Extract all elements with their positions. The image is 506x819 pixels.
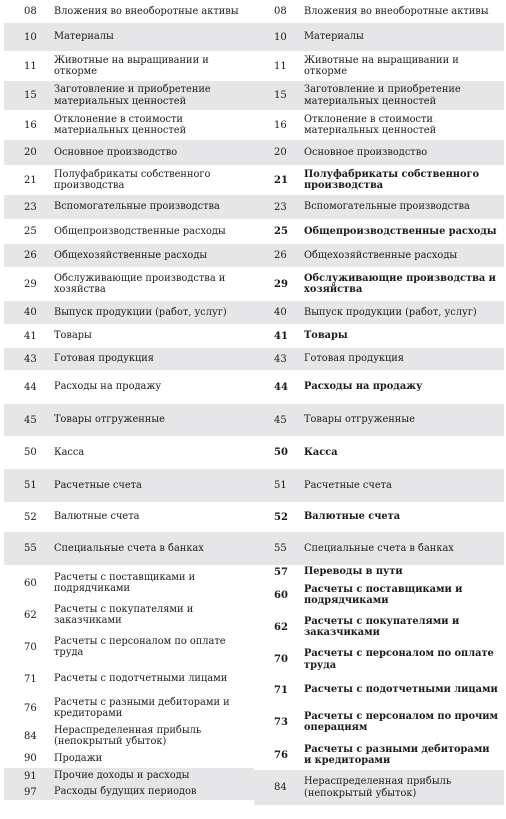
account-code: 23	[24, 201, 37, 213]
account-name: Расчеты с разными дебиторами и кредиторами	[54, 696, 230, 719]
left-table-row	[4, 436, 254, 469]
right-table-row	[254, 267, 504, 301]
account-code: 73	[274, 716, 288, 728]
account-code: 60	[274, 589, 288, 601]
account-name: Продажи	[54, 752, 103, 764]
account-code: 44	[24, 381, 37, 393]
right-table-row	[254, 643, 504, 676]
right-table-row	[254, 219, 504, 244]
account-code: 43	[24, 353, 37, 365]
left-table-row	[4, 165, 254, 195]
account-code: 50	[274, 447, 288, 458]
account-name: Расходы на продажу	[304, 381, 423, 393]
account-name: Расходы на продажу	[54, 381, 162, 393]
left-table-row	[4, 301, 254, 324]
left-table-row	[4, 370, 254, 404]
account-name: Выпуск продукции (работ, услуг)	[54, 306, 227, 318]
left-table-row	[4, 469, 254, 502]
account-name: Общепроизводственные расходы	[304, 225, 497, 237]
left-table-row	[4, 195, 254, 219]
right-table-row	[254, 81, 504, 110]
account-name: Расчетные счета	[54, 479, 142, 491]
account-code: 20	[24, 147, 37, 158]
account-code: 25	[274, 226, 288, 237]
account-name: Выпуск продукции (работ, услуг)	[304, 306, 477, 318]
account-code: 29	[274, 278, 288, 290]
right-table-row	[254, 348, 504, 370]
account-code: 52	[274, 511, 288, 523]
account-code: 62	[24, 609, 37, 621]
account-name: Специальные счета в банках	[304, 542, 454, 554]
account-code: 84	[274, 782, 287, 793]
account-name: Расчеты с поставщиками и подрядчиками	[304, 583, 463, 606]
right-table-row	[254, 0, 504, 23]
account-code: 26	[24, 250, 37, 261]
account-code: 91	[24, 770, 37, 782]
left-table-row	[4, 267, 254, 301]
right-table-row	[254, 51, 504, 81]
account-code: 62	[274, 621, 288, 633]
account-name: Отклонение в стоимости материальных ценностей	[54, 113, 187, 136]
account-name: Материалы	[54, 31, 114, 43]
right-table-row	[254, 324, 504, 348]
account-code: 76	[274, 749, 288, 761]
account-name: Касса	[304, 446, 338, 458]
left-table-row	[4, 723, 254, 749]
account-name: Заготовление и приобретение материальных ценностей	[304, 84, 461, 107]
account-code: 51	[24, 480, 37, 491]
left-table-row	[4, 0, 254, 23]
right-table-row	[254, 301, 504, 324]
account-name: Вложения во внеоборотные активы	[54, 5, 239, 17]
account-code: 26	[274, 250, 287, 261]
account-code: 60	[24, 577, 37, 589]
right-table-row	[254, 404, 504, 436]
account-name: Общехозяйственные расходы	[304, 249, 458, 261]
right-table-row	[254, 770, 504, 805]
account-code: 44	[274, 381, 288, 393]
account-name: Расчеты с персоналом по оплате труда	[54, 635, 226, 658]
account-code: 50	[24, 447, 37, 458]
account-name: Готовая продукция	[54, 353, 154, 365]
account-name: Готовая продукция	[304, 353, 404, 365]
account-code: 70	[24, 641, 37, 653]
right-table-row	[254, 579, 504, 611]
account-code: 52	[24, 511, 37, 523]
left-table-row	[4, 665, 254, 693]
account-code: 40	[274, 307, 287, 318]
account-name: Расчеты с разными дебиторами и кредиторами	[304, 743, 490, 766]
right-table-row	[254, 370, 504, 404]
account-name: Товары	[54, 330, 92, 342]
account-name: Нераспределенная прибыль (непокрытый убыток)	[304, 776, 452, 799]
account-code: 41	[24, 330, 37, 342]
account-code: 10	[24, 31, 37, 43]
account-name: Обслуживающие производства и хозяйства	[54, 272, 226, 295]
right-table-row	[254, 532, 504, 565]
left-table-row	[4, 532, 254, 565]
account-code: 20	[274, 147, 287, 158]
account-code: 23	[274, 201, 287, 213]
account-code: 08	[274, 6, 287, 17]
account-code: 16	[274, 119, 287, 131]
account-name: Отклонение в стоимости материальных ценностей	[304, 113, 437, 136]
account-name: Товары	[304, 330, 348, 342]
account-code: 45	[24, 414, 37, 426]
right-table-row	[254, 611, 504, 643]
account-name: Товары отгруженные	[54, 414, 165, 426]
account-name: Вложения во внеоборотные активы	[304, 5, 489, 17]
account-code: 55	[274, 543, 287, 554]
account-name: Полуфабрикаты собственного производства	[304, 168, 480, 191]
account-code: 84	[24, 730, 37, 742]
right-table-row	[254, 244, 504, 267]
left-table-row	[4, 140, 254, 165]
account-code: 15	[24, 90, 37, 101]
account-name: Специальные счета в банках	[54, 542, 204, 554]
account-name: Полуфабрикаты собственного производства	[54, 168, 211, 191]
left-table-row	[4, 23, 254, 51]
left-table-row	[4, 749, 254, 768]
account-name: Основное производство	[54, 146, 178, 158]
account-name: Расчетные счета	[304, 479, 392, 491]
account-name: Вспомогательные производства	[54, 201, 220, 213]
right-table-row	[254, 704, 504, 740]
account-code: 15	[274, 90, 287, 101]
right-table-row	[254, 23, 504, 51]
left-table-row	[4, 219, 254, 244]
account-name: Животные на выращивании и откорме	[54, 54, 209, 77]
account-name: Общепроизводственные расходы	[54, 225, 226, 237]
left-table-row	[4, 244, 254, 267]
account-name: Переводы в пути	[304, 566, 403, 578]
account-name: Расчеты с покупателями и заказчиками	[54, 603, 194, 626]
account-code: 11	[24, 60, 37, 72]
right-table-row	[254, 436, 504, 469]
right-table-row	[254, 110, 504, 140]
account-name: Расчеты с покупателями и заказчиками	[304, 615, 460, 638]
account-code: 10	[274, 31, 287, 43]
account-name: Прочие доходы и расходы	[54, 770, 190, 782]
account-name: Валютные счета	[304, 511, 401, 523]
account-code: 71	[24, 673, 37, 685]
left-table-row	[4, 110, 254, 140]
account-name: Расчеты с персоналом по прочим операциям	[304, 710, 499, 733]
account-code: 97	[24, 786, 37, 798]
account-code: 41	[274, 330, 288, 342]
left-table-row	[4, 502, 254, 532]
left-table-row	[4, 629, 254, 665]
left-table-row	[4, 784, 254, 800]
account-name: Расчеты с подотчетными лицами	[54, 673, 228, 685]
account-name: Заготовление и приобретение материальных ценностей	[54, 84, 211, 107]
account-name: Общехозяйственные расходы	[54, 249, 208, 261]
account-code: 21	[274, 174, 288, 186]
account-name: Вспомогательные производства	[304, 201, 470, 213]
account-code: 70	[274, 654, 288, 665]
account-name: Расчеты с персоналом по оплате труда	[304, 648, 494, 671]
account-code: 71	[274, 684, 288, 696]
left-table-row	[4, 81, 254, 110]
account-name: Товары отгруженные	[304, 414, 415, 426]
account-code: 51	[274, 480, 287, 491]
left-table-row	[4, 404, 254, 436]
left-table-row	[4, 768, 254, 784]
account-code: 76	[24, 702, 37, 714]
left-table-row	[4, 601, 254, 629]
right-table-row	[254, 676, 504, 704]
left-table-row	[4, 693, 254, 723]
account-code: 11	[274, 60, 287, 72]
account-name: Нераспределенная прибыль (непокрытый убыток)	[54, 724, 202, 747]
account-name: Обслуживающие производства и хозяйства	[304, 272, 496, 295]
account-code: 29	[24, 278, 37, 290]
left-table-row	[4, 565, 254, 601]
account-code: 43	[274, 353, 287, 365]
account-name: Расчеты с подотчетными лицами	[304, 684, 498, 696]
account-name: Расходы будущих периодов	[54, 786, 197, 798]
left-table-row	[4, 51, 254, 81]
account-name: Расчеты с поставщиками и подрядчиками	[54, 571, 196, 594]
right-table-row	[254, 195, 504, 219]
account-code: 40	[24, 307, 37, 318]
account-code: 08	[24, 6, 37, 17]
right-table-row	[254, 140, 504, 165]
account-code: 55	[24, 543, 37, 554]
account-name: Животные на выращивании и откорме	[304, 54, 459, 77]
account-name: Касса	[54, 446, 85, 458]
right-table-row	[254, 502, 504, 532]
right-table-row	[254, 740, 504, 770]
right-table-row	[254, 565, 504, 579]
right-account-table	[254, 0, 504, 805]
account-code: 25	[24, 226, 37, 237]
left-table-row	[4, 348, 254, 370]
account-code: 45	[274, 414, 287, 426]
right-table-row	[254, 165, 504, 195]
account-code: 90	[24, 753, 37, 764]
account-name: Материалы	[304, 31, 364, 43]
right-table-row	[254, 469, 504, 502]
left-account-table	[4, 0, 254, 800]
account-code: 21	[24, 174, 37, 186]
account-code: 57	[274, 566, 288, 578]
account-name: Основное производство	[304, 146, 428, 158]
left-table-row	[4, 324, 254, 348]
account-name: Валютные счета	[54, 511, 140, 523]
account-code: 16	[24, 119, 37, 131]
